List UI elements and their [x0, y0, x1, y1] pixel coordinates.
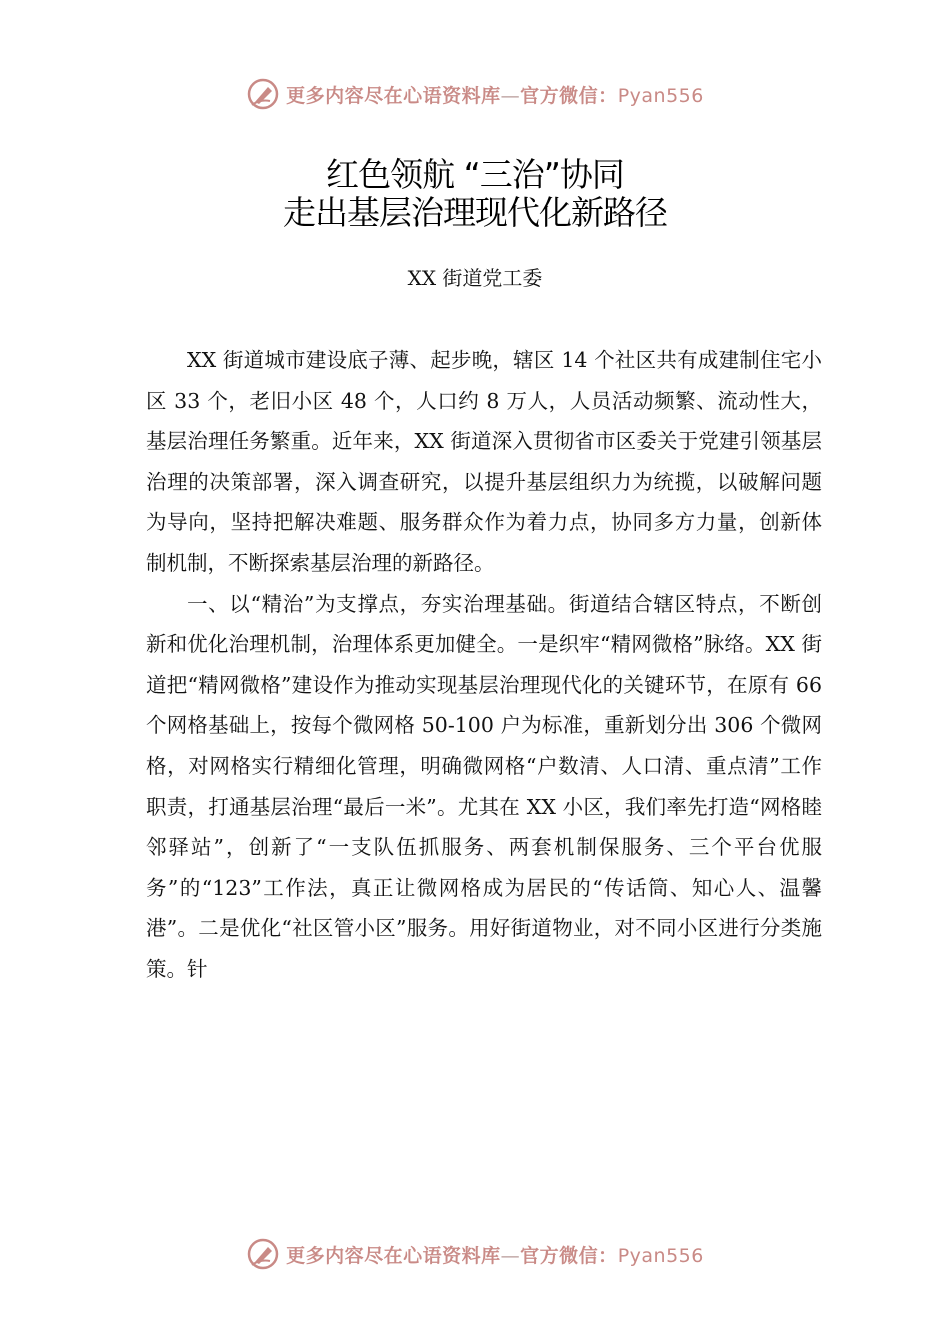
banner-slogan: 更多内容尽在心语资料库 — [286, 84, 501, 107]
banner-wechat-id: Pyan556 — [617, 1244, 704, 1267]
banner-text — [286, 81, 704, 108]
banner-wechat-id: Pyan556 — [617, 84, 704, 107]
banner-wechat-label: 官方微信： — [520, 84, 618, 107]
pen-nib-logo-icon — [246, 77, 280, 111]
banner-separator: — — [500, 1244, 521, 1267]
document-author: XX 街道党工委 — [407, 266, 543, 290]
banner-text — [286, 1241, 704, 1268]
document-title — [0, 156, 950, 232]
paragraph: 一、以“精治”为支撑点，夯实治理基础。街道结合辖区特点，不断创新和优化治理机制，治理体系更加健全。一是织牢“精网微格”脉络。XX 街道把“精网微格”建设作为推动实现基层治理现代化的关键环节，在原有 66 个网格基础上，按每个微网格 50-100 户为标准，重新划分出 306 个微网格，对网格实行精细化管理，明确微网格“户数清、人口清、重点清”工作职责，打通基层治理“最后一米”。尤其在 XX 小区，我们率先打造“网格睦邻驿站”，创新了“一支队伍抓服务、两套机制保服务、三个平台优服务”的“123”工作法，真正让微网格成为居民的“传话筒、知心人、温馨港”。二是优化“社区管小区”服务。用好街道物业，对不同小区进行分类施策。针 — [146, 591, 822, 981]
pen-nib-logo-icon — [246, 1237, 280, 1271]
header-banner — [0, 74, 950, 114]
banner-slogan: 更多内容尽在心语资料库 — [286, 1244, 501, 1267]
footer-banner — [0, 1234, 950, 1274]
banner-wechat-label: 官方微信： — [520, 1244, 618, 1267]
banner-separator: — — [500, 84, 521, 107]
paragraph: XX 街道城市建设底子薄、起步晚，辖区 14 个社区共有成建制住宅小区 33 个，老旧小区 48 个，人口约 8 万人，人员活动频繁、流动性大，基层治理任务繁重。近年来，XX 街道深入贯彻省市区委关于党建引领基层治理的决策部署，深入调查研究，以提升基层组织力为统揽，以破解问题为导向，坚持把解决难题、服务群众作为着力点，协同多方力量，创新体制机制，不断探索基层治理的新路径。 — [146, 348, 822, 575]
document-body — [146, 340, 822, 990]
title-line-1: 红色领航 “三治”协同 — [326, 155, 624, 194]
title-line-2: 走出基层治理现代化新路径 — [283, 193, 667, 232]
